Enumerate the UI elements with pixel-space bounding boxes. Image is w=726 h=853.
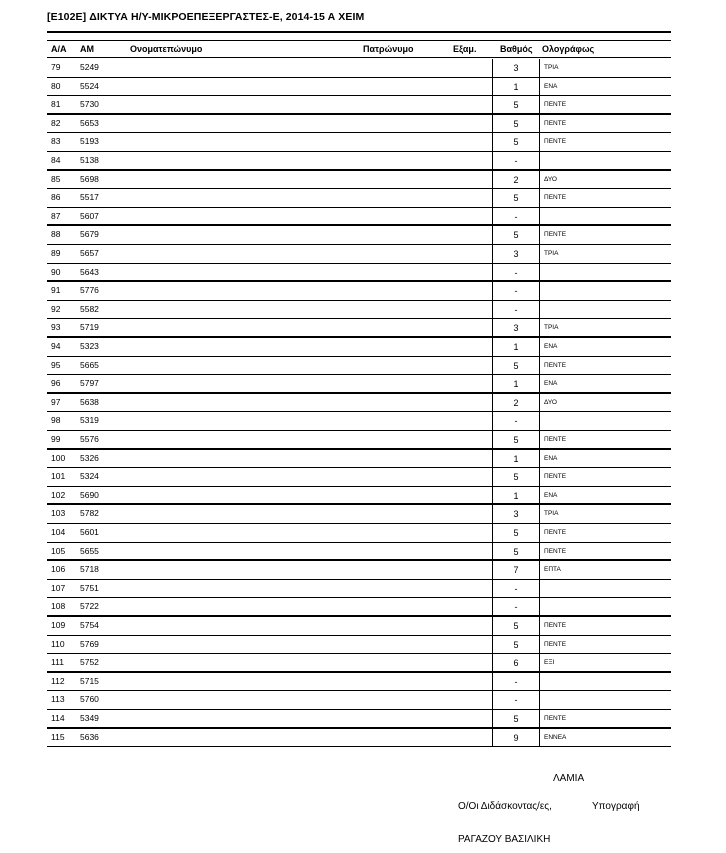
table-row (47, 264, 671, 283)
grade-in-words: ΠΕΝΤΕ (544, 529, 567, 536)
student-registration-number: 5653 (80, 117, 99, 128)
row-number: 102 (51, 489, 66, 500)
table-row (47, 487, 671, 506)
grade-in-words: ΤΡΙΑ (544, 64, 559, 71)
table-row (47, 226, 671, 245)
table-row (47, 394, 671, 413)
student-registration-number: 5776 (80, 285, 99, 296)
footer-signature-label: Υπογραφή (592, 801, 640, 812)
grade-value: 1 (492, 450, 540, 469)
grade-value: - (492, 208, 540, 227)
header-aa: Α/Α (51, 44, 67, 54)
row-number: 103 (51, 508, 66, 519)
table-row (47, 729, 671, 748)
student-registration-number: 5715 (80, 675, 99, 686)
student-registration-number: 5769 (80, 638, 99, 649)
student-registration-number: 5782 (80, 508, 99, 519)
student-registration-number: 5601 (80, 527, 99, 537)
grade-value: 6 (492, 654, 540, 673)
grade-value: - (492, 673, 540, 692)
student-registration-number: 5326 (80, 452, 99, 463)
grade-value: 9 (492, 729, 540, 748)
grade-in-words: ΤΡΙΑ (544, 250, 559, 257)
table-row (47, 78, 671, 97)
table-row (47, 96, 671, 115)
table-row (47, 710, 671, 729)
table-row (47, 468, 671, 487)
table-row (47, 357, 671, 376)
table-row (47, 115, 671, 134)
row-number: 89 (51, 248, 61, 258)
student-registration-number: 5760 (80, 694, 99, 705)
student-registration-number: 5679 (80, 229, 99, 240)
grade-in-words: ΠΕΝΤΕ (544, 138, 567, 146)
row-number: 98 (51, 415, 61, 426)
grade-value: 5 (492, 524, 540, 543)
grade-value: 5 (492, 636, 540, 655)
grade-in-words: ΠΕΝΤΕ (544, 473, 567, 481)
row-number: 113 (51, 694, 65, 705)
row-number: 96 (51, 378, 61, 389)
grade-in-words: ΠΕΝΤΕ (544, 361, 567, 369)
table-row (47, 412, 671, 431)
table-row (47, 208, 671, 227)
row-number: 94 (51, 341, 61, 351)
table-row (47, 617, 671, 636)
grade-value: 5 (492, 710, 540, 729)
header-father-name: Πατρώνυμο (363, 44, 414, 54)
row-number: 88 (51, 229, 61, 240)
header-bottom-rule (47, 57, 671, 58)
table-row (47, 524, 671, 543)
header-grade: Βαθμός (500, 44, 533, 54)
row-number: 90 (51, 266, 61, 277)
table-row (47, 431, 671, 450)
grade-value: 3 (492, 319, 540, 338)
header-grade-words: Ολογράφως (542, 44, 595, 54)
grade-value: - (492, 282, 540, 301)
table-row (47, 375, 671, 394)
grade-in-words: ΕΠΤΑ (544, 566, 561, 574)
grade-in-words: ΠΕΝΤΕ (544, 119, 567, 127)
row-number: 110 (51, 638, 65, 649)
table-row (47, 189, 671, 208)
grade-value: - (492, 412, 540, 431)
grade-value: 1 (492, 487, 540, 506)
row-number: 91 (51, 285, 61, 296)
grade-value: - (492, 264, 540, 283)
grade-value: 1 (492, 338, 540, 357)
student-registration-number: 5719 (80, 322, 99, 333)
row-number: 100 (51, 452, 66, 463)
student-registration-number: 5193 (80, 136, 99, 147)
student-registration-number: 5607 (80, 210, 99, 221)
grade-value: 5 (492, 357, 540, 376)
student-registration-number: 5797 (80, 378, 99, 389)
row-number: 106 (51, 564, 66, 575)
student-registration-number: 5690 (80, 489, 99, 500)
row-number: 99 (51, 434, 61, 444)
student-registration-number: 5517 (80, 192, 99, 203)
grade-value: - (492, 691, 540, 710)
student-registration-number: 5657 (80, 248, 99, 258)
grade-value: 5 (492, 189, 540, 208)
grade-value: - (492, 580, 540, 599)
grade-value: 5 (492, 468, 540, 487)
grade-value: 3 (492, 245, 540, 264)
grade-in-words: ΠΕΝΤΕ (544, 640, 567, 648)
row-number: 84 (51, 155, 61, 165)
row-number: 108 (51, 601, 66, 612)
row-number: 92 (51, 303, 61, 314)
grade-in-words: ΕΝΑ (544, 491, 558, 499)
table-row (47, 543, 671, 562)
grade-in-words: ΤΡΙΑ (544, 324, 559, 332)
row-number: 93 (51, 322, 61, 333)
table-row (47, 561, 671, 580)
table-row (47, 338, 671, 357)
grade-in-words: ΕΝΝΕΑ (544, 733, 567, 741)
row-number: 80 (51, 80, 61, 91)
grade-value: 2 (492, 171, 540, 190)
grade-value: - (492, 152, 540, 171)
row-number: 87 (51, 210, 61, 221)
table-row (47, 691, 671, 710)
footer-city: ΛΑΜΙΑ (553, 773, 585, 784)
student-registration-number: 5665 (80, 359, 99, 370)
grade-in-words: ΠΕΝΤΕ (544, 101, 567, 109)
grade-in-words: ΠΕΝΤΕ (544, 547, 567, 555)
title-rule (47, 31, 671, 33)
header-semester: Εξαμ. (453, 44, 477, 54)
grade-value: 5 (492, 133, 540, 152)
grade-value: 3 (492, 505, 540, 524)
student-registration-number: 5643 (80, 266, 99, 277)
student-registration-number: 5323 (80, 341, 99, 351)
student-registration-number: 5636 (80, 731, 99, 742)
grade-in-words: ΠΕΝΤΕ (544, 194, 567, 202)
table-row (47, 580, 671, 599)
grade-value: 5 (492, 543, 540, 562)
table-row (47, 319, 671, 338)
student-registration-number: 5655 (80, 545, 99, 556)
footer-teacher-label: Ο/Οι Διδάσκοντας/ες, (458, 801, 552, 812)
grade-value: 1 (492, 375, 540, 394)
grade-in-words: ΤΡΙΑ (544, 510, 559, 518)
row-number: 79 (51, 62, 61, 72)
footer-teacher-name: ΡΑΓΑΖΟΥ ΒΑΣΙΛΙΚΗ (458, 834, 551, 845)
grade-value: 5 (492, 96, 540, 115)
student-registration-number: 5752 (80, 657, 99, 668)
student-registration-number: 5582 (80, 303, 99, 314)
grade-in-words: ΕΞΙ (544, 659, 555, 667)
student-registration-number: 5718 (80, 564, 99, 575)
grade-in-words: ΠΕΝΤΕ (544, 436, 567, 443)
row-number: 109 (51, 620, 66, 630)
grade-in-words: ΠΕΝΤΕ (544, 622, 567, 629)
table-row (47, 450, 671, 469)
student-registration-number: 5576 (80, 434, 99, 444)
table-row (47, 636, 671, 655)
grade-in-words: ΔΥΟ (544, 175, 557, 183)
header-top-rule (47, 40, 671, 41)
row-number: 85 (51, 173, 61, 184)
student-registration-number: 5138 (80, 155, 99, 165)
student-registration-number: 5751 (80, 582, 99, 593)
row-number: 97 (51, 396, 61, 407)
table-row (47, 59, 671, 78)
grade-value: 5 (492, 226, 540, 245)
row-number: 83 (51, 136, 61, 147)
student-registration-number: 5722 (80, 601, 99, 612)
document-title: [E102E] ΔΙΚΤΥΑ Η/Υ-ΜΙΚΡΟΕΠΕΞΕΡΓΑΣΤΕΣ-Ε, 2014-15 Α ΧΕΙΜ (47, 11, 365, 23)
grade-value: - (492, 301, 540, 320)
table-row (47, 301, 671, 320)
grade-value: 1 (492, 78, 540, 97)
row-number: 112 (51, 675, 65, 686)
grade-value: 5 (492, 115, 540, 134)
table-row (47, 654, 671, 673)
row-number: 104 (51, 527, 66, 537)
header-am: ΑΜ (80, 44, 94, 54)
table-row (47, 171, 671, 190)
row-number: 115 (51, 731, 65, 742)
table-row (47, 282, 671, 301)
row-number: 82 (51, 117, 61, 128)
row-number: 101 (51, 471, 66, 482)
student-registration-number: 5319 (80, 415, 99, 426)
header-name: Ονοματεπώνυμο (130, 44, 203, 54)
grade-in-words: ΕΝΑ (544, 82, 558, 90)
table-row (47, 598, 671, 617)
table-row (47, 673, 671, 692)
row-number: 105 (51, 545, 66, 556)
row-number: 111 (51, 657, 64, 668)
table-row (47, 245, 671, 264)
student-registration-number: 5730 (80, 99, 99, 110)
row-number: 86 (51, 192, 61, 203)
grade-value: 5 (492, 617, 540, 636)
grade-value: 2 (492, 394, 540, 413)
row-number: 114 (51, 713, 65, 723)
student-registration-number: 5638 (80, 396, 99, 407)
row-separator (47, 746, 671, 747)
grade-value: 7 (492, 561, 540, 580)
student-registration-number: 5754 (80, 620, 99, 630)
student-registration-number: 5249 (80, 62, 99, 72)
grade-value: - (492, 598, 540, 617)
grade-in-words: ΕΝΑ (544, 454, 558, 462)
student-registration-number: 5698 (80, 173, 99, 184)
grade-in-words: ΕΝΑ (544, 343, 558, 350)
row-number: 81 (51, 99, 61, 110)
student-registration-number: 5349 (80, 713, 99, 723)
grade-value: 3 (492, 59, 540, 78)
grade-in-words: ΠΕΝΤΕ (544, 715, 567, 722)
table-row (47, 505, 671, 524)
row-number: 95 (51, 359, 61, 370)
grade-in-words: ΠΕΝΤΕ (544, 231, 567, 239)
table-row (47, 152, 671, 171)
grade-in-words: ΕΝΑ (544, 380, 558, 388)
student-registration-number: 5524 (80, 80, 99, 91)
grade-in-words: ΔΥΟ (544, 398, 557, 406)
table-row (47, 133, 671, 152)
student-registration-number: 5324 (80, 471, 99, 482)
row-number: 107 (51, 582, 66, 593)
grade-value: 5 (492, 431, 540, 450)
